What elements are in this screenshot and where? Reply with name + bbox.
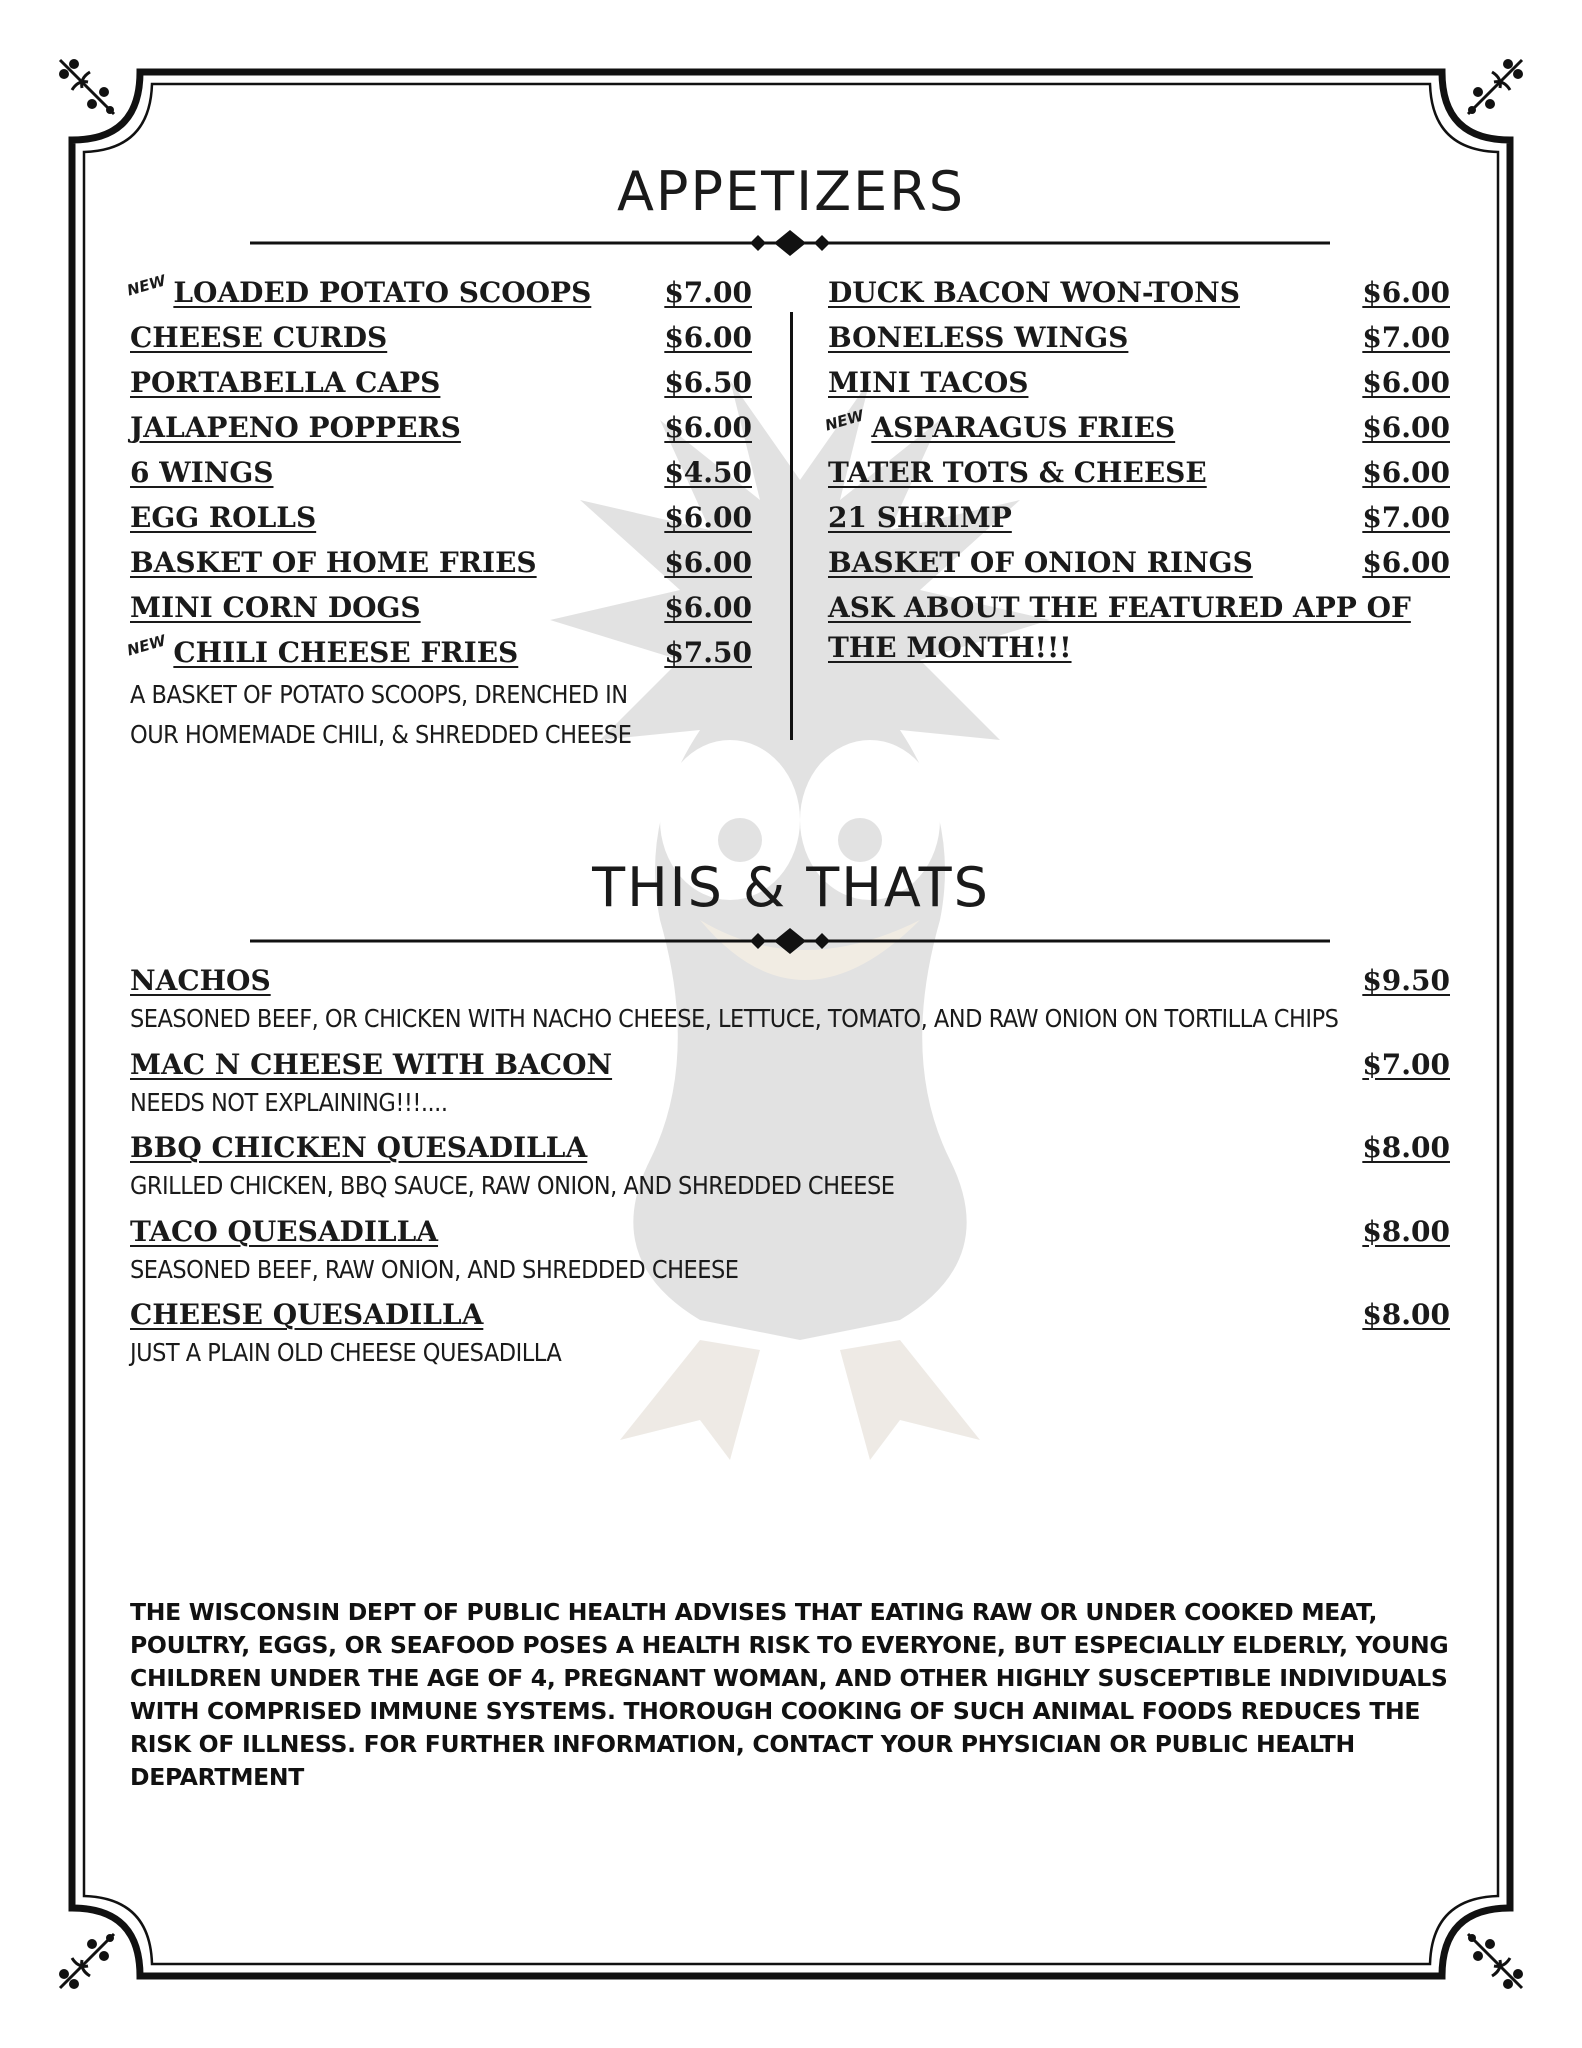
menu-item-price: $8.00 [1362,1131,1450,1164]
menu-item-description: SEASONED BEEF, RAW ONION, AND SHREDDED CHEESE [130,1254,739,1284]
menu-item [130,591,752,624]
menu-item-name-wrap [130,501,316,534]
menu-item-price: $7.00 [1362,321,1450,354]
new-badge: NEW [822,406,866,435]
menu-item-name-wrap [130,1131,587,1164]
this-thats-title: THIS & THATS [592,856,990,919]
menu-item-name-wrap [124,271,592,309]
menu-item-price: $6.00 [1362,546,1450,579]
menu-item-price: $6.00 [1362,276,1450,309]
menu-item-price: $9.50 [1362,964,1450,997]
menu-item-name-wrap [130,411,461,444]
menu-item-name-wrap [130,591,421,624]
menu-item-price: $6.00 [664,321,752,354]
menu-item-name-wrap [130,546,537,579]
menu-item-name-wrap [130,321,387,354]
menu-item-name: MINI CORN DOGS [130,591,421,624]
menu-item [828,546,1450,579]
chili-cheese-fries-description: OUR HOMEMADE CHILI, & SHREDDED CHEESE [130,720,632,749]
menu-item-name-wrap [130,456,274,489]
appetizers-title: APPETIZERS [616,160,965,223]
menu-item [130,321,752,354]
menu-item-price: $7.00 [1362,501,1450,534]
floral-corner-icon [52,52,122,122]
menu-item [828,501,1450,534]
menu-item-name: LOADED POTATO SCOOPS [173,276,592,309]
menu-item [130,1048,1450,1081]
menu-item-price: $6.00 [1362,456,1450,489]
menu-item-name: CHEESE QUESADILLA [130,1298,484,1331]
menu-item-name: CHILI CHEESE FRIES [173,636,519,669]
menu-item-price: $7.00 [664,276,752,309]
menu-item-name: BASKET OF ONION RINGS [828,546,1253,579]
menu-item-name: CHEESE CURDS [130,321,388,354]
menu-item-name: 21 SHRIMP [828,501,1012,534]
floral-corner-icon [52,1926,122,1996]
chili-cheese-fries-description: A BASKET OF POTATO SCOOPS, DRENCHED IN [130,680,628,709]
menu-item-price: $6.50 [664,366,752,399]
menu-item-price: $6.00 [1362,366,1450,399]
menu-item-name: TACO QUESADILLA [130,1214,439,1248]
menu-item-name-wrap [130,964,271,997]
menu-item-name: DUCK BACON WON-TONS [828,276,1240,309]
menu-item-price: $6.00 [664,546,752,579]
menu-item-name: ASPARAGUS FRIES [871,411,1176,444]
menu-item-name-wrap [130,1048,612,1081]
menu-item-description: NEEDS NOT EXPLAINING!!!.... [130,1087,448,1117]
menu-item [130,411,752,444]
menu-item [130,964,1450,997]
menu-item-name: PORTABELLA CAPS [130,366,441,399]
menu-item-description: SEASONED BEEF, OR CHICKEN WITH NACHO CHEESE, LETTUCE, TOMATO, AND RAW ONION ON TORTILLA CHIPS [130,1004,1339,1033]
menu-item-price: $6.00 [664,591,752,624]
menu-item [124,631,752,669]
menu-item-price: $6.00 [1362,411,1450,444]
menu-item [130,501,752,534]
new-badge: NEW [124,271,168,300]
menu-item-name: NACHOS [130,964,271,997]
menu-item [828,456,1450,489]
menu-item-name: JALAPENO POPPERS [130,411,461,444]
menu-item-name: MINI TACOS [828,366,1029,399]
menu-item-name-wrap [124,631,519,669]
menu-item-price: $7.50 [664,636,752,669]
menu-item-price: $6.00 [664,411,752,444]
menu-item-price: $8.00 [1362,1214,1450,1248]
menu-item-name-wrap [828,276,1240,309]
menu-item-name: EGG ROLLS [130,501,317,534]
menu-item-name-wrap [828,501,1012,534]
new-badge: NEW [124,631,168,660]
featured-app-note: ASK ABOUT THE FEATURED APP OF THE MONTH!!! [828,591,1411,664]
diamond-divider-icon [250,926,1330,956]
menu-item-price: $6.00 [664,501,752,534]
menu-item-name: BONELESS WINGS [828,321,1129,354]
menu-item-price: $8.00 [1362,1298,1450,1331]
menu-item [130,456,752,489]
menu-item-name-wrap [130,1215,438,1248]
menu-item [822,406,1450,444]
column-divider [790,312,793,740]
menu-item [828,276,1450,309]
menu-item-name-wrap [828,366,1028,399]
menu-item [124,271,752,309]
menu-item-description: GRILLED CHICKEN, BBQ SAUCE, RAW ONION, AND SHREDDED CHEESE [130,1171,895,1200]
menu-item [130,1215,1450,1248]
menu-item-description: JUST A PLAIN OLD CHEESE QUESADILLA [130,1338,562,1367]
menu-item-name-wrap [130,1298,483,1331]
menu-item-name-wrap [828,321,1128,354]
menu-item-name-wrap [828,546,1253,579]
menu-item-name: BASKET OF HOME FRIES [130,546,537,579]
menu-item-name: TATER TOTS & CHEESE [828,456,1207,489]
menu-item [828,321,1450,354]
menu-item-name: MAC N CHEESE WITH BACON [130,1047,613,1081]
floral-corner-icon [1460,1926,1530,1996]
menu-item-price: $4.50 [664,456,752,489]
menu-item-name: 6 WINGS [130,456,274,489]
floral-corner-icon [1460,52,1530,122]
menu-item [130,546,752,579]
menu-item-name-wrap [822,406,1176,444]
menu-item [130,366,752,399]
health-disclaimer: THE WISCONSIN DEPT OF PUBLIC HEALTH ADVISES THAT EATING RAW OR UNDER COOKED MEAT, POULTRY, EGGS, OR SEAFOOD POSES A HEALTH RISK TO EVERYONE, BUT ESPECIALLY ELDERLY, YOUNG CHILDREN UNDER THE AGE OF 4, PREGNANT WOMAN, AND OTHER HIGHLY SUSCEPTIBLE INDIVIDUALS WITH COMPRISED IMMUNE SYSTEMS. THOROUGH COOKING OF SUCH ANIMAL FOODS REDUCES THE RISK OF ILLNESS. FOR FURTHER INFORMATION, CONTACT YOUR PHYSICIAN OR PUBLIC HEALTH DEPARTMENT [130,1598,1449,1791]
diamond-divider-icon [250,228,1330,258]
menu-item-name-wrap [828,456,1207,489]
menu-item [828,366,1450,399]
menu-item-name-wrap [130,366,440,399]
menu-item [130,1131,1450,1164]
menu-item-name: BBQ CHICKEN QUESADILLA [130,1131,588,1164]
menu-item [130,1298,1450,1331]
menu-item-price: $7.00 [1362,1047,1450,1081]
